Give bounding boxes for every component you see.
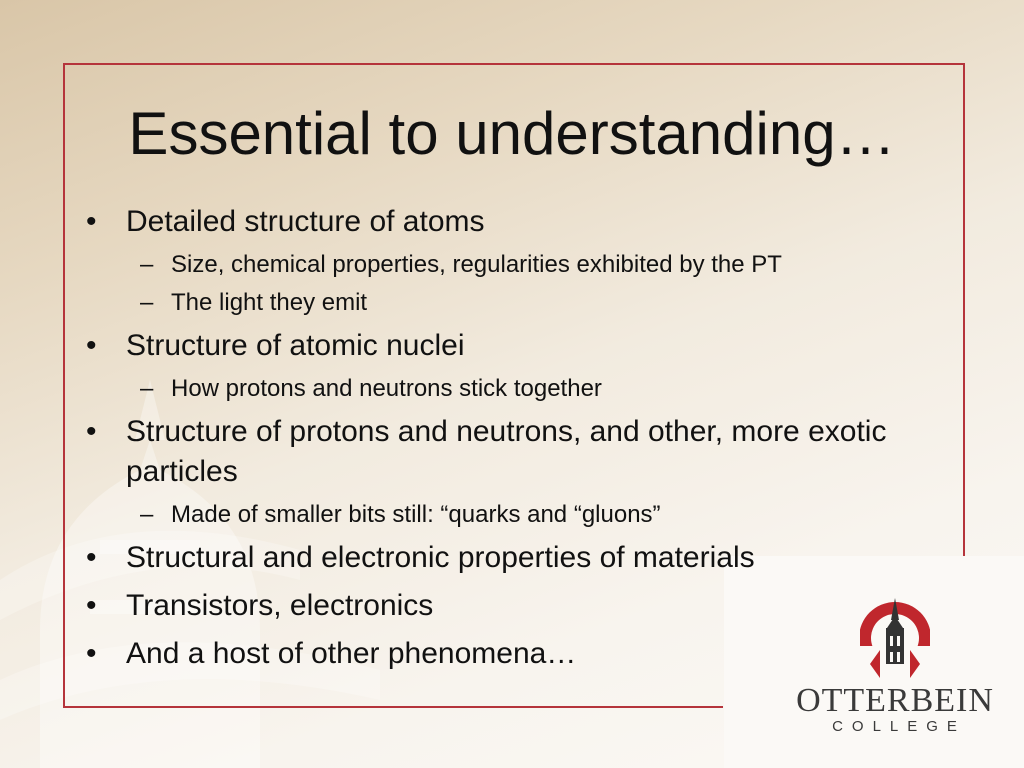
slide-title: Essential to understanding…: [128, 100, 896, 167]
logo-name: OTTERBEIN: [796, 682, 994, 719]
sub-bullet-item: – The light they emit: [86, 288, 926, 318]
bullet-item: • Structure of protons and neutrons, and other, more exotic particles: [86, 412, 926, 492]
otterbein-logo: [780, 590, 1010, 750]
bullet-item: • Structural and electronic properties of materials: [86, 538, 926, 578]
sub-bullet-item: – Size, chemical properties, regularities exhibited by the PT: [86, 250, 926, 280]
sub-bullet-item: – How protons and neutrons stick together: [86, 374, 926, 404]
bullet-item: • Structure of atomic nuclei: [86, 326, 926, 366]
bullet-item: • Transistors, electronics: [86, 586, 926, 626]
bullet-item: • Detailed structure of atoms: [86, 202, 926, 242]
chapel-tower-icon: [860, 598, 930, 678]
bullet-item: • And a host of other phenomena…: [86, 634, 926, 674]
sub-bullet-item: – Made of smaller bits still: “quarks and “gluons”: [86, 500, 926, 530]
logo-subtitle: COLLEGE: [832, 718, 966, 735]
slide-frame-bottom: [63, 706, 723, 708]
